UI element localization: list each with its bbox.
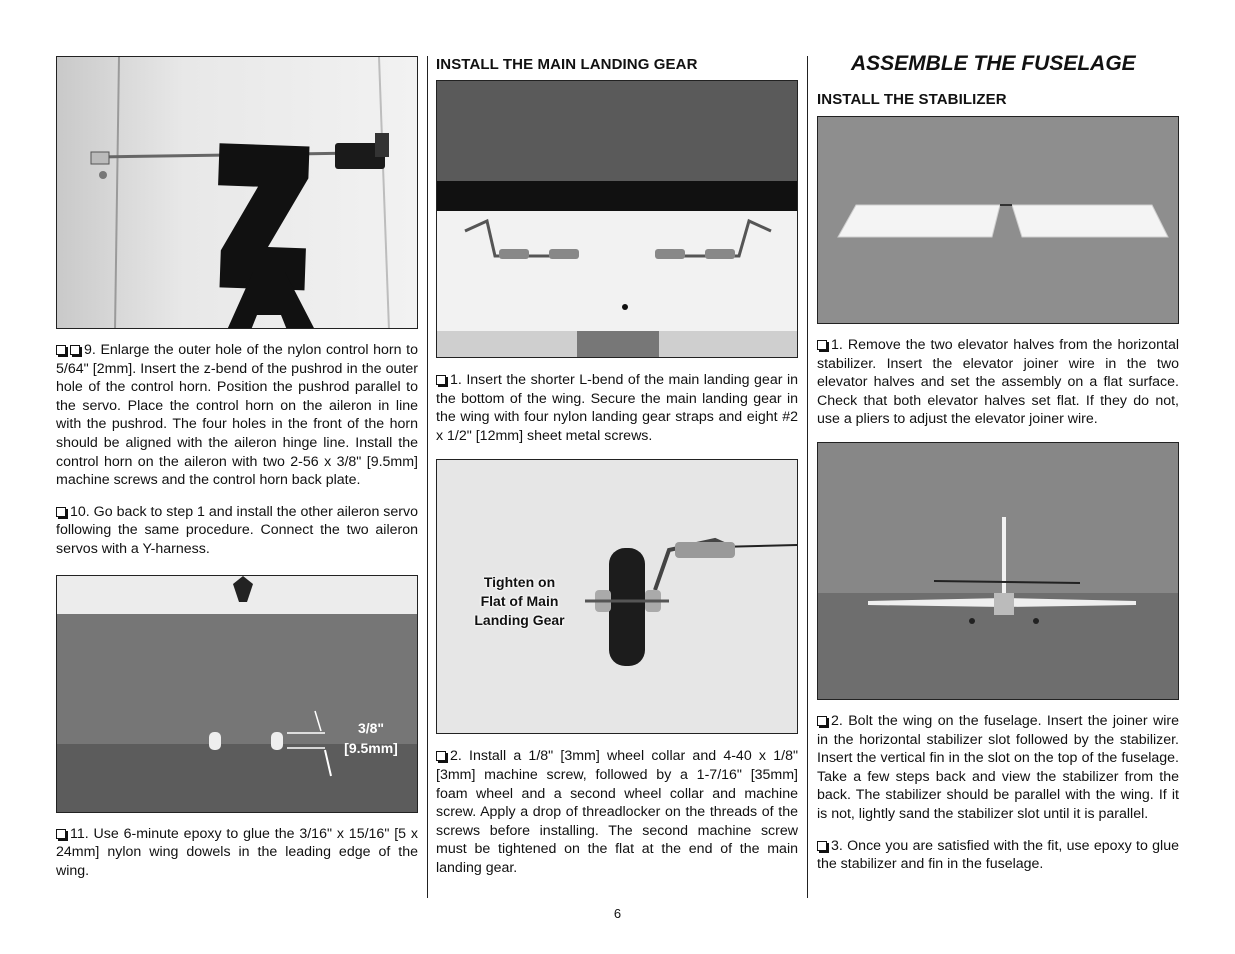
step-11-text	[56, 825, 418, 881]
callout-line-2: Flat of Main	[480, 593, 559, 610]
step-10-body: 10. Go back to step 1 and install the other aileron servo following the same procedure. Connect the two aileron servos with a Y-harness.	[56, 503, 418, 557]
section-heading: INSTALL THE MAIN LANDING GEAR	[436, 56, 698, 73]
elevator-halves-illustration	[818, 117, 1179, 324]
measurement-line-2: [9.5mm]	[344, 739, 398, 756]
control-horn-illustration	[57, 57, 418, 329]
step-1-stab-body: 1. Remove the two elevator halves from the horizontal stabilizer. Insert the elevator joiner wire in the two elevator halves and set the assembly on a flat surface. Check that both elevator halves set flat. If they do not, use a pliers to adjust the elevator joiner wire.	[817, 337, 1179, 428]
section-heading: INSTALL THE STABILIZER	[817, 91, 1007, 108]
page-number: 6	[613, 906, 622, 921]
step-11-body: 11. Use 6-minute epoxy to glue the 3/16" x 15/16" [5 x 24mm] nylon wing dowels in the leading edge of the wing.	[56, 825, 418, 879]
step-2-stab-text	[817, 712, 1179, 824]
step-1-gear-body: 1. Insert the shorter L-bend of the main landing gear in the bottom of the wing. Secure the main landing gear in the wing with four nylon landing gear straps and eight #2 x 1/2" [12mm] sheet metal screws.	[436, 372, 798, 444]
wing-dowel-illustration	[57, 576, 418, 813]
checkbox-icon[interactable]	[817, 841, 827, 851]
stabilizer-fit-photo	[817, 442, 1179, 700]
column-divider	[807, 56, 808, 898]
step-2-stab-body: 2. Bolt the wing on the fuselage. Insert the joiner wire in the horizontal stabilizer slot followed by the stabilizer. Insert the vertical fin in the slot on the top of the fuselage. Take a few steps back and view the stabilizer from the back. The stabilizer should be parallel with the wing. If it is not, lightly sand the stabilizer slot until it is parallel.	[817, 712, 1179, 822]
measurement-label	[335, 718, 407, 758]
checkbox-icon[interactable]	[436, 375, 446, 385]
checkbox-icon[interactable]	[56, 507, 66, 517]
step-9-body: 9. Enlarge the outer hole of the nylon control horn to 5/64" [2mm]. Insert the z-bend of the pushrod in the outer hole of the control horn. Position the pushrod parallel to the servo. Place the control horn on the aileron in line with the pushrod. The four holes in the front of the horn should be aligned with the aileron hinge line. Install the control horn on the aileron with two 2-56 x 3/8" [9.5mm] machine screws and the control horn back plate.	[56, 342, 418, 489]
checkbox-icon[interactable]	[56, 345, 66, 355]
control-horn-photo	[56, 56, 418, 329]
column-right	[817, 52, 1179, 874]
callout-line-3: Landing Gear	[474, 612, 565, 629]
step-9-text	[56, 341, 418, 490]
callout-label	[457, 573, 582, 630]
column-divider	[427, 56, 428, 898]
checkbox-icon[interactable]	[436, 751, 446, 761]
step-2-gear-body: 2. Install a 1/8" [3mm] wheel collar and 4-40 x 1/8" [3mm] machine screw, followed by a 1-7/16" [35mm] foam wheel and a second wheel collar and machine screw. Apply a drop of threadlocker on the threads of the screws before installing. The second machine screw must be tightened on the flat at the end of the main landing gear.	[436, 748, 798, 876]
checkbox-icon[interactable]	[56, 829, 66, 839]
wing-dowel-photo	[56, 575, 418, 813]
step-1-gear-text	[436, 371, 798, 445]
column-middle	[436, 56, 798, 878]
step-1-stab-text	[817, 336, 1179, 429]
column-left	[56, 56, 418, 880]
page-title: ASSEMBLE THE FUSELAGE	[851, 52, 1136, 75]
stabilizer-fit-illustration	[818, 443, 1179, 700]
elevator-halves-photo	[817, 116, 1179, 324]
step-3-stab-body: 3. Once you are satisfied with the fit, use epoxy to glue the stabilizer and fin in the fuselage.	[817, 837, 1179, 873]
measurement-line-1: 3/8"	[357, 719, 385, 736]
callout-line-1: Tighten on	[483, 574, 556, 591]
checkbox-icon[interactable]	[817, 716, 827, 726]
checkbox-icon[interactable]	[817, 340, 827, 350]
wheel-collar-photo	[436, 459, 798, 734]
checkbox-icon[interactable]	[70, 345, 80, 355]
step-10-text	[56, 503, 418, 559]
step-2-gear-text	[436, 747, 798, 877]
landing-gear-illustration	[437, 81, 798, 358]
step-3-stab-text	[817, 837, 1179, 874]
landing-gear-photo	[436, 80, 798, 358]
